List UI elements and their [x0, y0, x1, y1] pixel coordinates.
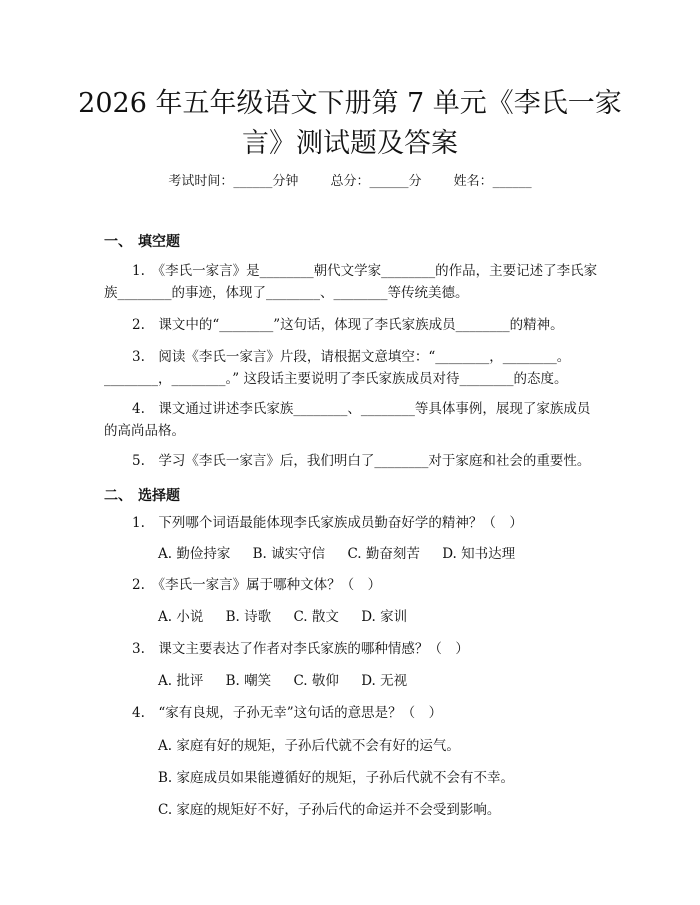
option: C. 敬仰 — [293, 673, 339, 689]
option: B. 诗歌 — [225, 609, 272, 625]
section-number: 一、 — [104, 234, 132, 250]
choice-question: 4. “家有良规，子孙无幸”这句话的意思是？（ ） — [132, 705, 443, 721]
student-name: 姓名：______ — [453, 174, 532, 189]
option: D. 知书达理 — [442, 546, 516, 562]
option: C. 散文 — [293, 609, 339, 625]
option: D. 家训 — [361, 609, 408, 625]
option: B. 嘲笑 — [225, 673, 272, 689]
fill-item: 1. 《李氏一家言》是________朝代文学家________的作品，主要记述了李氏家族________的事迹，体现了________、________等传统美德。 — [104, 263, 598, 301]
section-fill-heading — [104, 231, 180, 251]
option: A. 勤俭持家 — [158, 546, 231, 562]
choice-options — [158, 543, 533, 565]
total-score: 总分：______分 — [330, 174, 422, 189]
exam-time: 考试时间：______分钟 — [168, 174, 299, 189]
option: A. 家庭有好的规矩，子孙后代就不会有好的运气。 — [158, 738, 460, 754]
fill-item: 2. 课文中的“________”这句话，体现了李氏家族成员________的精神。 — [132, 317, 564, 333]
section-choice-heading — [104, 485, 180, 505]
fill-item: 5. 学习《李氏一家言》后，我们明白了________对于家庭和社会的重要性。 — [132, 453, 591, 469]
choice-question: 2. 《李氏一家言》属于哪种文体？（ ） — [132, 577, 382, 593]
choice-options — [158, 606, 425, 628]
fill-item: 4. 课文通过讲述李氏家族________、________等具体事例，展现了家族成员的高尚品格。 — [104, 401, 591, 439]
choice-options — [158, 670, 425, 692]
section-label: 选择题 — [138, 488, 180, 504]
exam-meta — [0, 170, 700, 189]
option: C. 家庭的规矩好不好，子孙后代的命运并不会受到影响。 — [158, 802, 501, 818]
choice-question: 1. 下列哪个词语最能体现李氏家族成员勤奋好学的精神？（ ） — [132, 515, 523, 531]
option: A. 小说 — [158, 609, 204, 625]
option: B. 家庭成员如果能遵循好的规矩，子孙后代就不会有不幸。 — [158, 770, 515, 786]
option: B. 诚实守信 — [252, 546, 326, 562]
section-number: 二、 — [104, 488, 132, 504]
page-title: 2026 年五年级语文下册第 7 单元《李氏一家言》测试题及答案 — [78, 88, 622, 159]
option: D. 无视 — [361, 673, 408, 689]
section-label: 填空题 — [138, 234, 180, 250]
choice-question: 3. 课文主要表达了作者对李氏家族的哪种情感？（ ） — [132, 641, 469, 657]
option: A. 批评 — [158, 673, 204, 689]
option: C. 勤奋刻苦 — [347, 546, 420, 562]
fill-item: 3. 阅读《李氏一家言》片段，请根据文意填空：“________，________。________，________。” 这段话主要说明了李氏家族成员对待________的态度。 — [104, 349, 571, 387]
